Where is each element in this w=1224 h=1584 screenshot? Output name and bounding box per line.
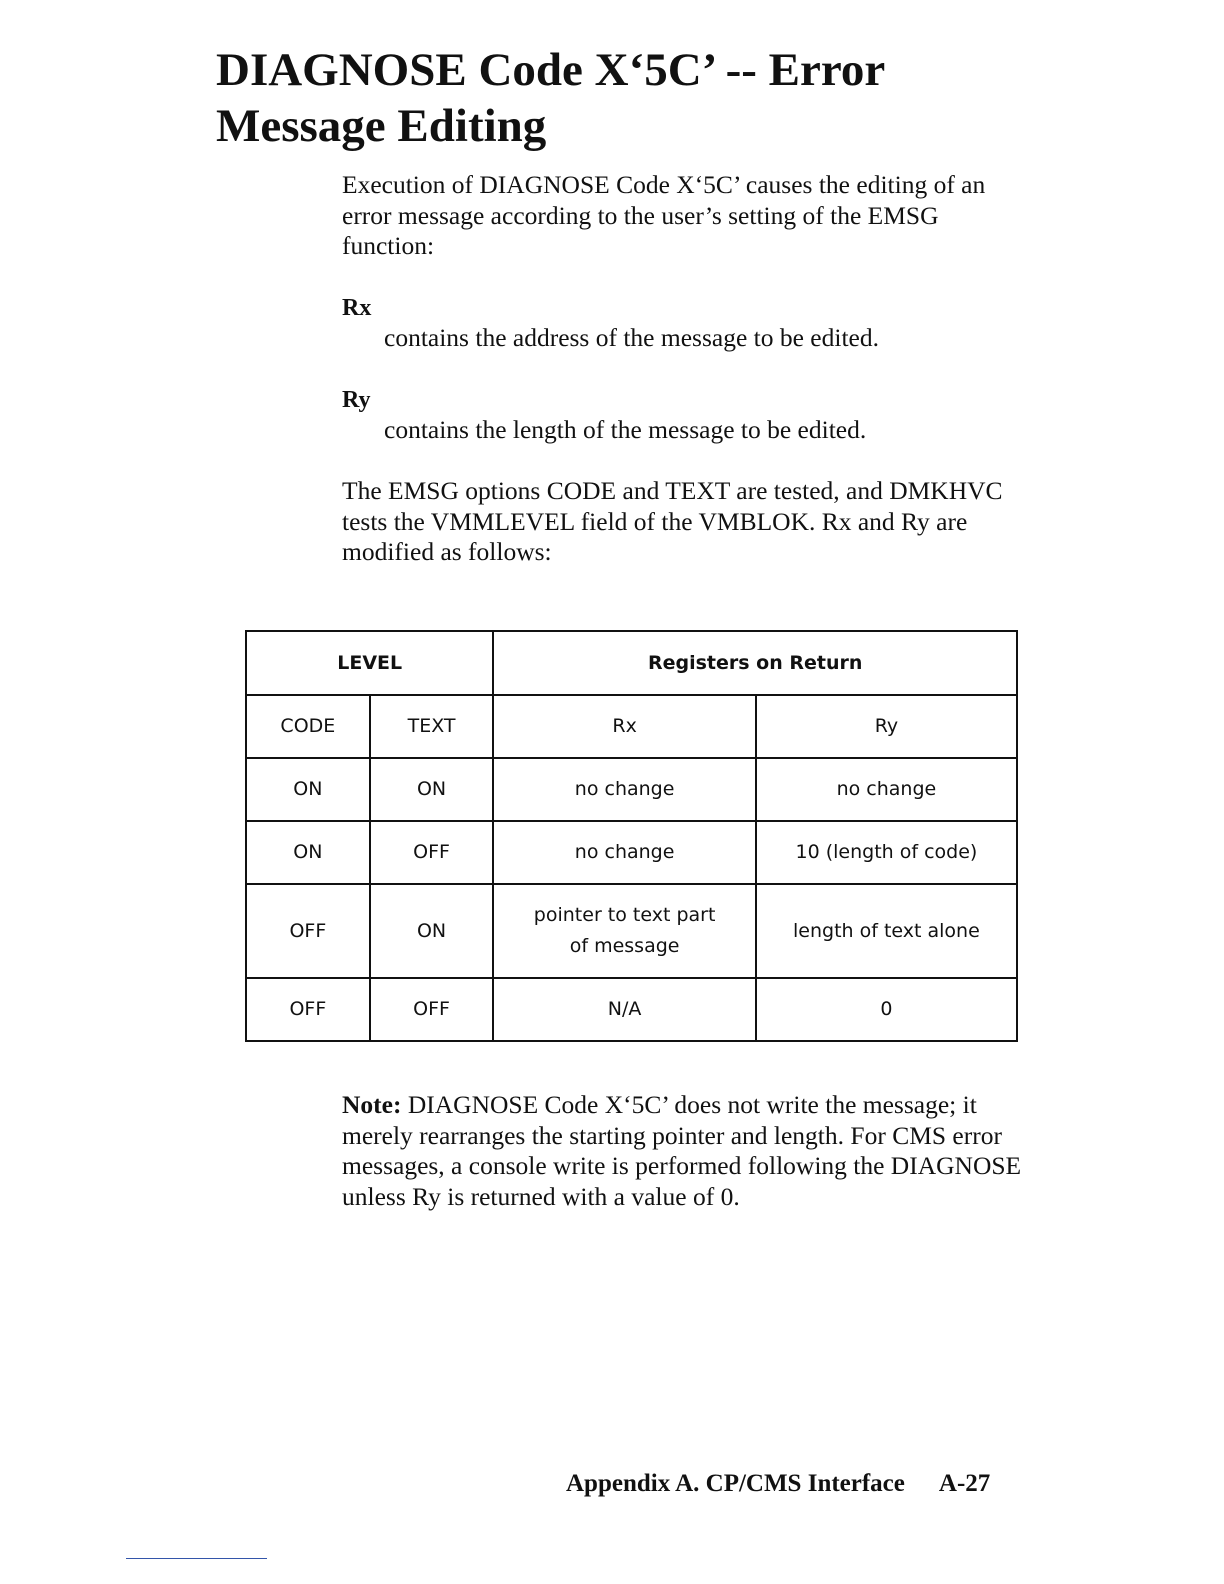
footer-page-number: A-27: [938, 1470, 991, 1497]
group-header-registers: Registers on Return: [493, 631, 1017, 695]
note-text: DIAGNOSE Code X‘5C’ does not write the message; it merely rearranges the starting pointer and length. For CMS error messages, a console write is performed following the DIAGNOSE unless Ry is returned with a value of 0.: [342, 1090, 1022, 1211]
intro-paragraph: Execution of DIAGNOSE Code X‘5C’ causes the editing of an error message according to the user’s setting of the EMSG function:: [342, 170, 986, 260]
cell-code: OFF: [246, 978, 370, 1041]
param-term-rx: Rx: [342, 295, 372, 321]
cell-ry: length of text alone: [756, 884, 1017, 978]
cell-rx: no change: [493, 821, 755, 884]
cell-text: OFF: [370, 978, 494, 1041]
column-header-ry: Ry: [756, 695, 1017, 758]
group-header-level: LEVEL: [246, 631, 493, 695]
footer-section: Appendix A. CP/CMS Interface: [566, 1470, 905, 1497]
cell-text: ON: [370, 884, 494, 978]
column-header-rx: Rx: [493, 695, 755, 758]
cell-ry: no change: [756, 758, 1017, 821]
column-header-code: CODE: [246, 695, 370, 758]
cell-text: OFF: [370, 821, 494, 884]
note-label: Note:: [342, 1090, 402, 1119]
cell-ry: 0: [756, 978, 1017, 1041]
cell-code: ON: [246, 758, 370, 821]
param-definition-rx: contains the address of the message to be edited.: [384, 323, 879, 352]
param-definition-ry: contains the length of the message to be edited.: [384, 415, 867, 444]
cell-text: ON: [370, 758, 494, 821]
level-table: [245, 630, 1018, 1042]
footer-divider: [126, 1558, 267, 1559]
cell-ry: 10 (length of code): [756, 821, 1017, 884]
cell-code: ON: [246, 821, 370, 884]
param-term-ry: Ry: [342, 387, 371, 413]
table-row: [246, 758, 1017, 821]
table-group-header-row: [246, 631, 1017, 695]
table-row: [246, 821, 1017, 884]
column-header-text: TEXT: [370, 695, 494, 758]
cell-rx: no change: [493, 758, 755, 821]
page-footer: [566, 1468, 990, 1500]
table-column-header-row: [246, 695, 1017, 758]
cell-rx: N/A: [493, 978, 755, 1041]
note-paragraph: [342, 1090, 1032, 1212]
cell-code: OFF: [246, 884, 370, 978]
table-row: [246, 884, 1017, 978]
cell-rx: pointer to text part of message: [493, 884, 755, 978]
page-title: DIAGNOSE Code X‘5C’ -- Error Message Editing: [216, 44, 885, 152]
table-row: [246, 978, 1017, 1041]
paragraph-emsg-options: The EMSG options CODE and TEXT are tested, and DMKHVC tests the VMMLEVEL field of the VMBLOK. Rx and Ry are modified as follows:: [342, 476, 1003, 566]
